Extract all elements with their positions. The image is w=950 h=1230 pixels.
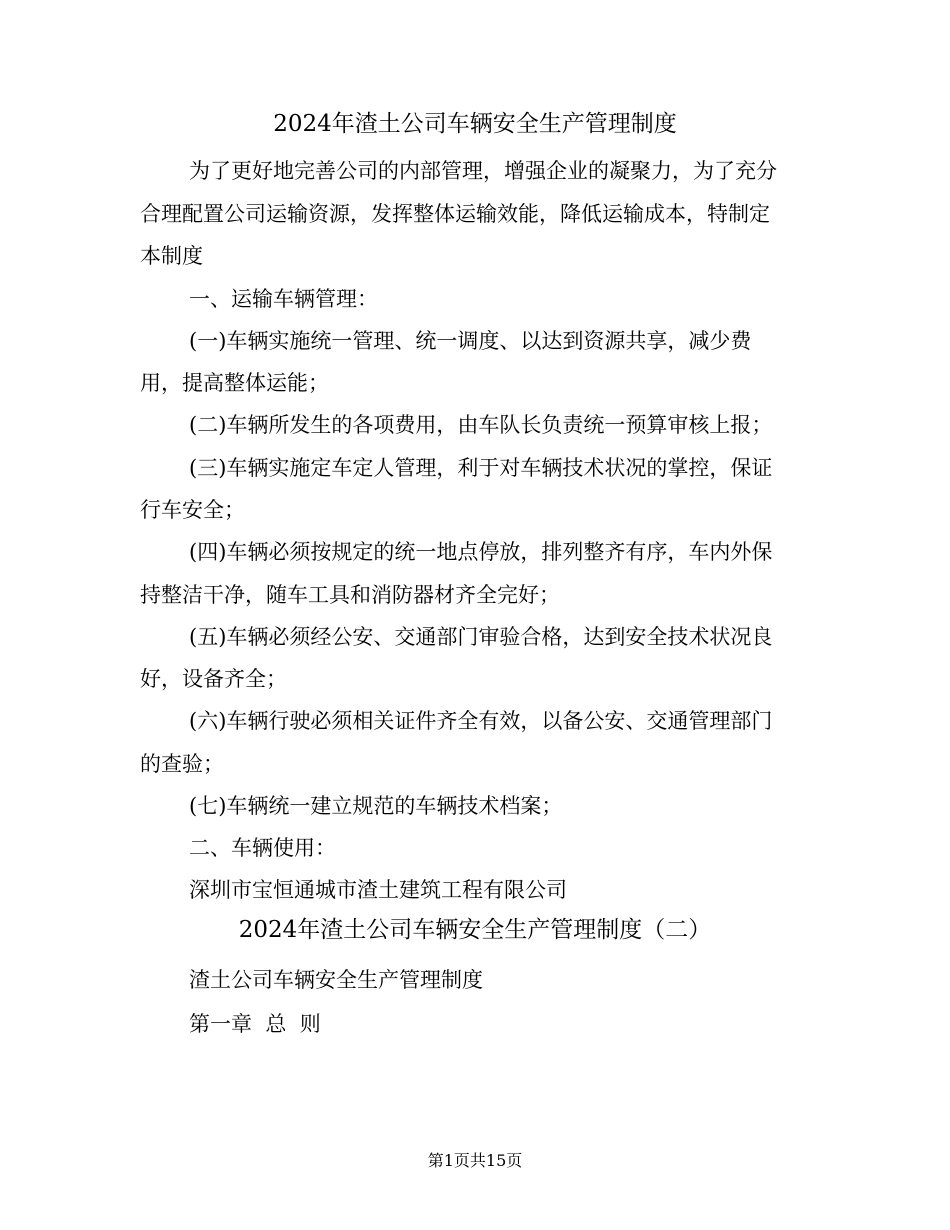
item3-line-1: (三)车辆实施定车定人管理，利于对车辆技术状况的掌控，保证: [189, 456, 773, 480]
document-title-2: 2024年渣土公司车辆安全生产管理制度（二）: [238, 917, 712, 943]
item1-line-1: (一)车辆实施统一管理、统一调度、以达到资源共享，减少费: [189, 329, 752, 353]
item3-line-2: 行车安全；: [140, 498, 245, 522]
item5-line-1: (五)车辆必须经公安、交通部门审验合格，达到安全技术状况良: [189, 625, 773, 649]
subtitle-2: 渣土公司车辆安全生产管理制度: [189, 968, 483, 992]
section1-heading: 一、运输车辆管理：: [189, 287, 378, 311]
intro-line-2: 合理配置公司运输资源，发挥整体运输效能，降低运输成本，特制定: [140, 202, 770, 226]
item4-line-1: (四)车辆必须按规定的统一地点停放，排列整齐有序，车内外保: [189, 540, 773, 564]
document-title: 2024年渣土公司车辆安全生产管理制度: [273, 111, 677, 137]
chapter-heading: 第一章 总 则: [189, 1012, 321, 1036]
page-indicator: 第1页共15页: [427, 1151, 523, 1170]
item6-line-1: (六)车辆行驶必须相关证件齐全有效，以备公安、交通管理部门: [189, 709, 773, 733]
item6-line-2: 的查验；: [140, 752, 224, 776]
item5-line-2: 好，设备齐全；: [140, 667, 287, 691]
section2-heading: 二、车辆使用：: [189, 836, 336, 860]
company-name: 深圳市宝恒通城市渣土建筑工程有限公司: [189, 878, 567, 902]
intro-line-1: 为了更好地完善公司的内部管理，增强企业的凝聚力，为了充分: [189, 159, 777, 183]
intro-line-3: 本制度: [140, 244, 203, 268]
item2-line-1: (二)车辆所发生的各项费用，由车队长负责统一预算审核上报；: [189, 413, 773, 437]
item7-line-1: (七)车辆统一建立规范的车辆技术档案；: [189, 794, 563, 818]
item1-line-2: 用，提高整体运能；: [140, 371, 329, 395]
item4-line-2: 持整洁干净，随车工具和消防器材齐全完好；: [140, 583, 560, 607]
